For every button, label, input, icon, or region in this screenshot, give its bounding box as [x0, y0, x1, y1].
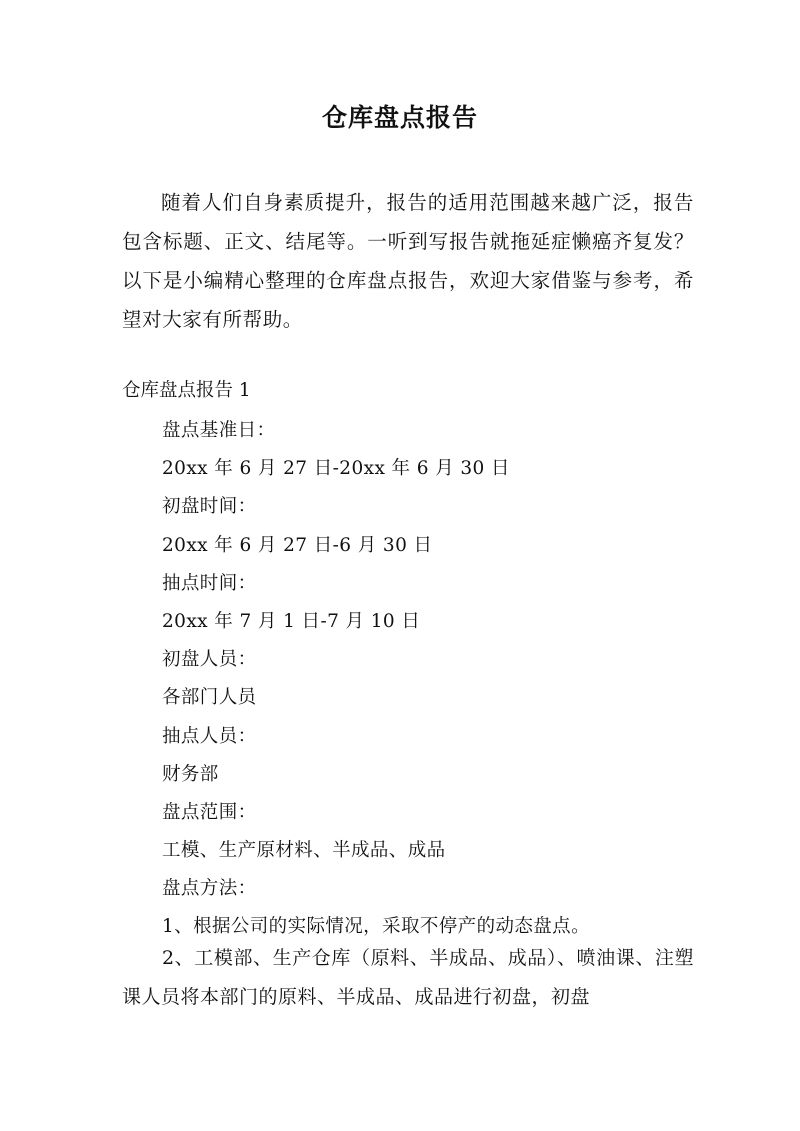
method-item-2-paragraph: 2、工模部、生产仓库（原料、半成品、成品）、喷油课、注塑课人员将本部门的原料、半成品、成品进行初盘，初盘	[122, 947, 694, 1008]
line-initial-count-time-label: 初盘时间：	[162, 496, 257, 518]
line-scope-label: 盘点范围：	[162, 801, 257, 823]
line-baseline-date-value: 20xx 年 6 月 27 日-20xx 年 6 月 30 日	[162, 458, 510, 480]
line-method-label: 盘点方法：	[162, 878, 257, 900]
intro-paragraph: 随着人们自身素质提升，报告的适用范围越来越广泛，报告包含标题、正文、结尾等。一听到写报告就拖延症懒癌齐复发？以下是小编精心整理的仓库盘点报告，欢迎大家借鉴与参考，希望对大家有所帮助。	[122, 191, 694, 331]
line-scope-value: 工模、生产原材料、半成品、成品	[162, 840, 446, 862]
document-title: 仓库盘点报告	[321, 103, 478, 132]
line-spot-check-staff-value: 财务部	[162, 763, 219, 785]
line-method-item-1: 1、根据公司的实际情况，采取不停产的动态盘点。	[162, 916, 590, 938]
line-initial-count-staff-label: 初盘人员：	[162, 649, 257, 671]
report-lines	[162, 412, 702, 947]
line-spot-check-time-value: 20xx 年 7 月 1 日-7 月 10 日	[162, 610, 421, 632]
line-initial-count-staff-value: 各部门人员	[162, 687, 257, 709]
line-initial-count-time-value: 20xx 年 6 月 27 日-6 月 30 日	[162, 534, 433, 556]
section-heading: 仓库盘点报告 1	[122, 380, 251, 401]
line-baseline-date-label: 盘点基准日：	[162, 420, 276, 441]
line-spot-check-time-label: 抽点时间：	[162, 572, 257, 594]
line-spot-check-staff-label: 抽点人员：	[162, 725, 257, 747]
